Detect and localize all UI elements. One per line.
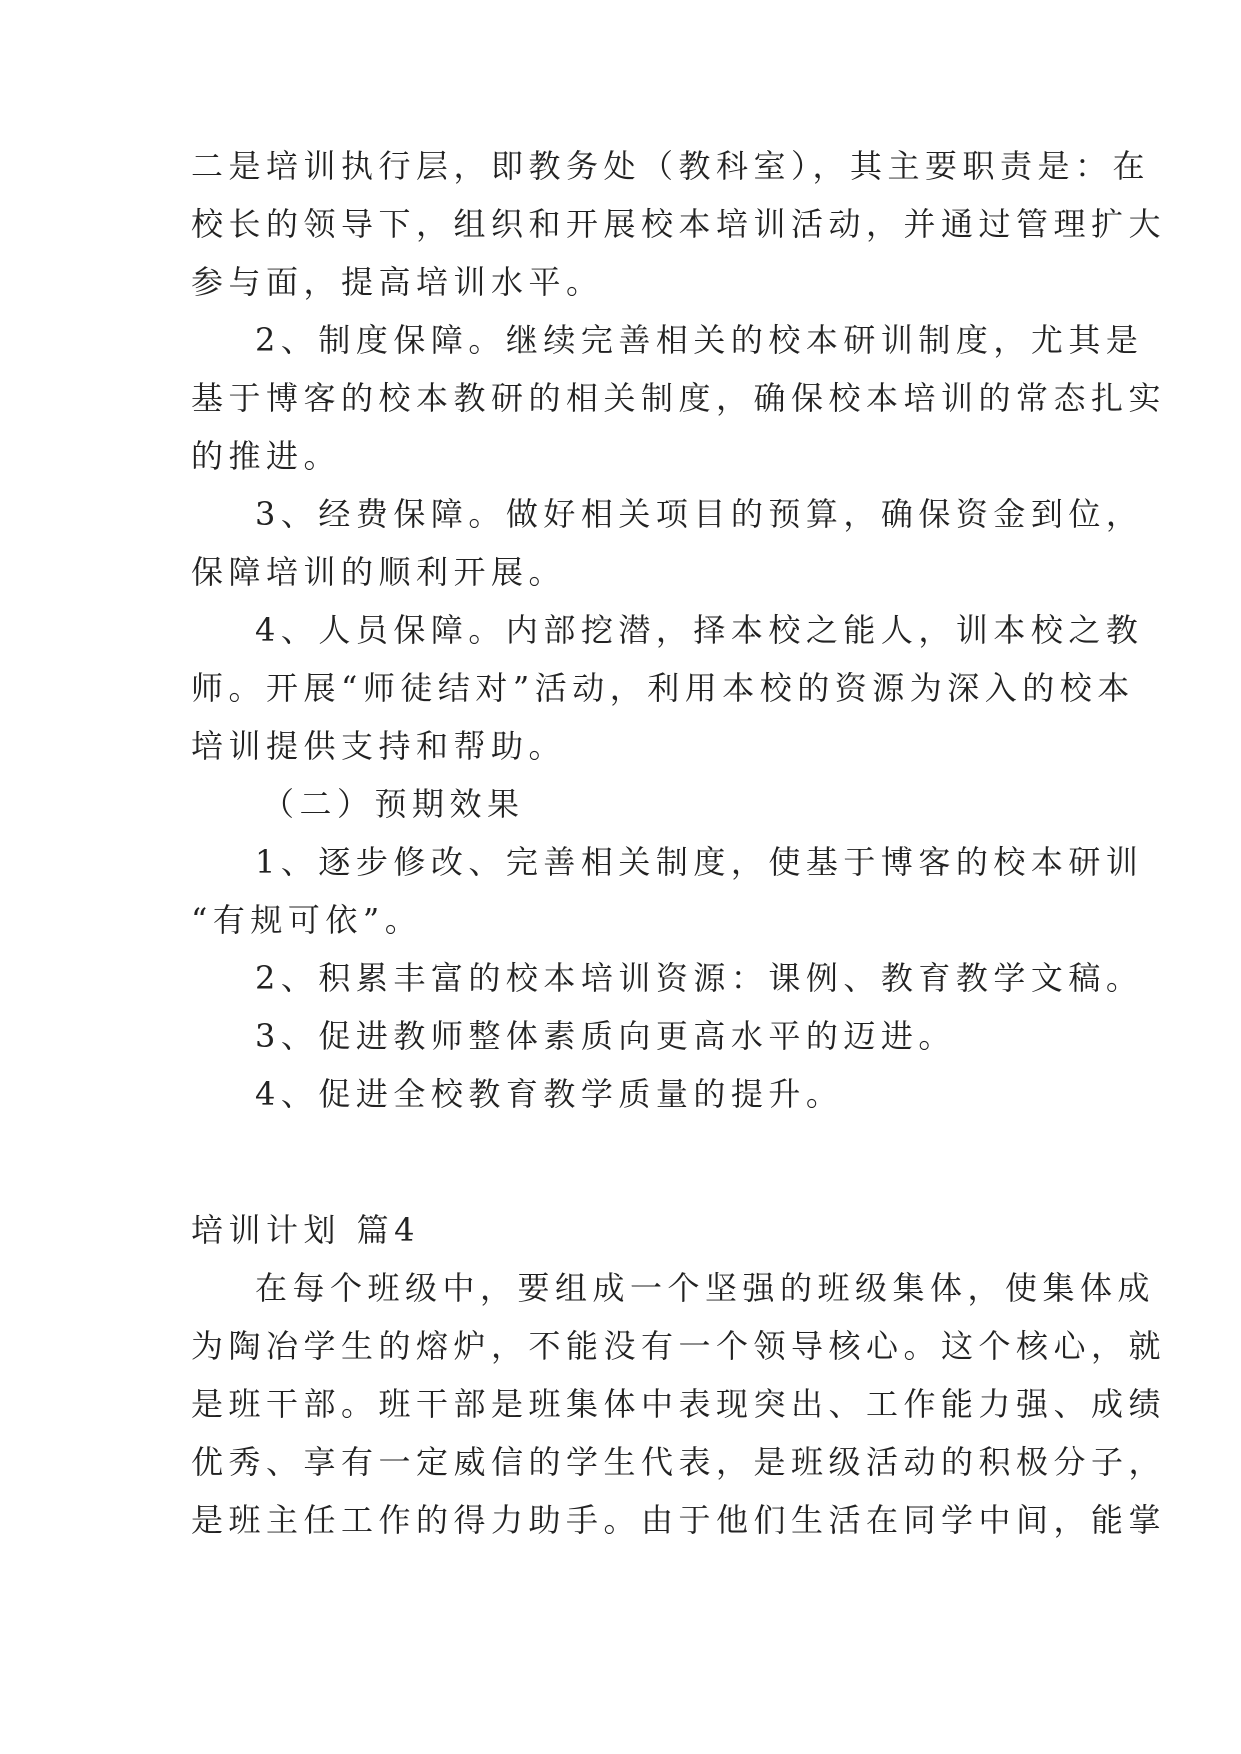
paragraph-line: 4、促进全校教育教学质量的提升。 [255, 1075, 844, 1113]
paragraph-line: 的推进。 [191, 437, 342, 475]
paragraph-line: 师。开展“师徒结对”活动，利用本校的资源为深入的校本 [191, 669, 1135, 707]
paragraph-line: 保障培训的顺利开展。 [191, 553, 567, 591]
paragraph-line: 校长的领导下，组织和开展校本培训活动，并通过管理扩大 [191, 205, 1167, 243]
paragraph-line: 是班主任工作的得力助手。由于他们生活在同学中间，能掌 [191, 1501, 1167, 1539]
paragraph-line: 二是培训执行层，即教务处（教科室），其主要职责是：在 [191, 147, 1151, 185]
paragraph-line: 2、制度保障。继续完善相关的校本研训制度，尤其是 [255, 321, 1144, 359]
paragraph-line: 3、经费保障。做好相关项目的预算，确保资金到位， [255, 495, 1144, 533]
paragraph-line: 2、积累丰富的校本培训资源：课例、教育教学文稿。 [255, 959, 1144, 997]
section-heading: （二）预期效果 [262, 785, 525, 823]
paragraph-line: 基于博客的校本教研的相关制度，确保校本培训的常态扎实 [191, 379, 1167, 417]
paragraph-line: 优秀、享有一定威信的学生代表，是班级活动的积极分子， [191, 1443, 1167, 1481]
paragraph-line: 4、人员保障。内部挖潜，择本校之能人，训本校之教 [255, 611, 1144, 649]
paragraph-line: 1、逐步修改、完善相关制度，使基于博客的校本研训 [255, 843, 1144, 881]
paragraph-line: 参与面，提高培训水平。 [191, 263, 604, 301]
paragraph-line: 为陶冶学生的熔炉，不能没有一个领导核心。这个核心，就 [191, 1327, 1167, 1365]
paragraph-line: 3、促进教师整体素质向更高水平的迈进。 [255, 1017, 956, 1055]
paragraph-line: 是班干部。班干部是班集体中表现突出、工作能力强、成绩 [191, 1385, 1167, 1423]
article-title: 培训计划 篇4 [191, 1211, 421, 1249]
paragraph-line: 培训提供支持和帮助。 [191, 727, 567, 765]
paragraph-line: “有规可依”。 [191, 901, 423, 939]
paragraph-line: 在每个班级中，要组成一个坚强的班级集体，使集体成 [255, 1269, 1156, 1307]
